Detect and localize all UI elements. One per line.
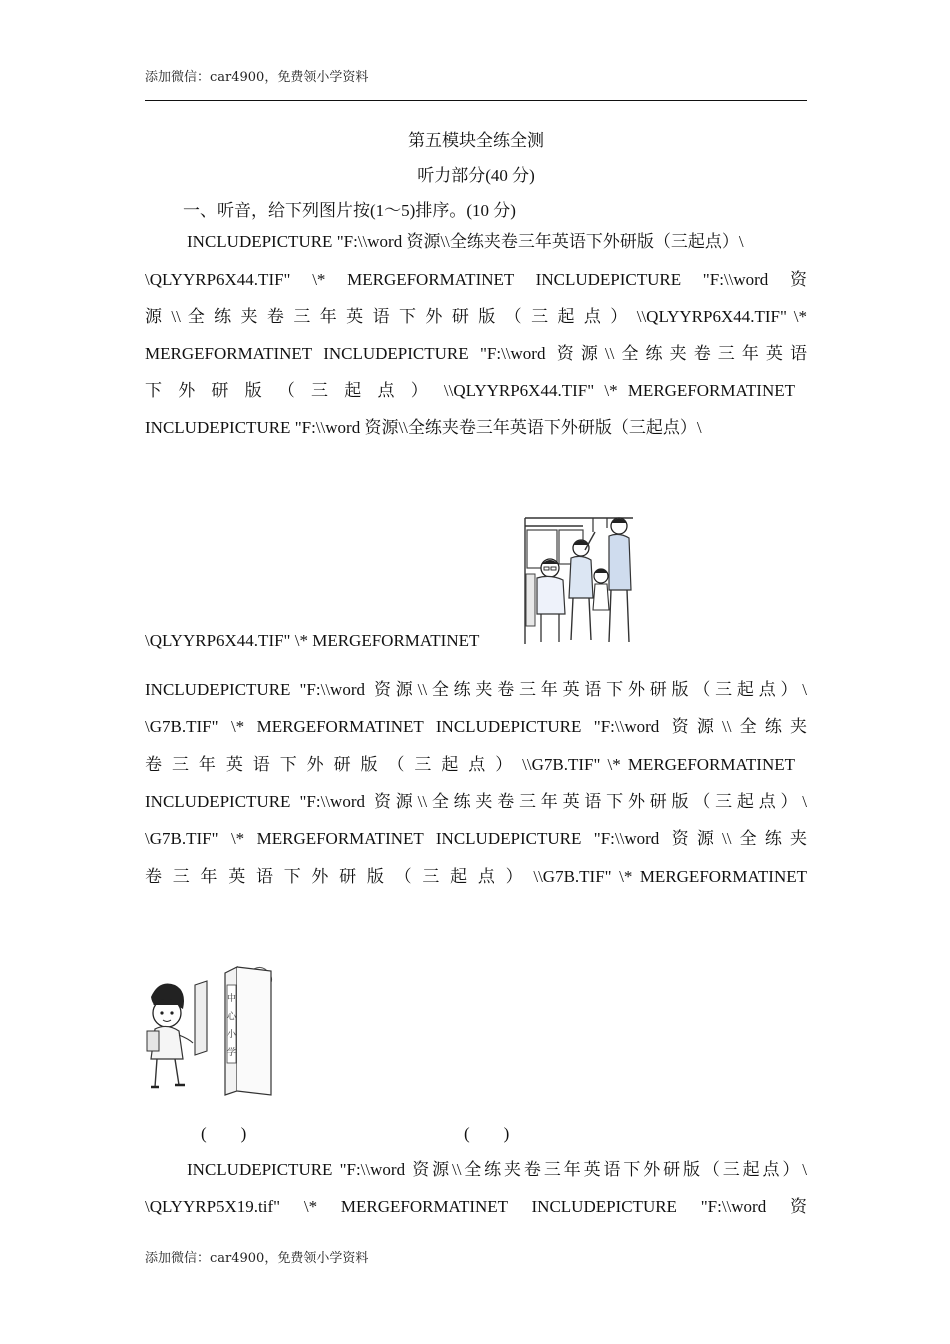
field-code-line: \G7B.TIF" \* MERGEFORMATINET INCLUDEPICTURE "F:\\word 资源\\全练夹 [145, 829, 807, 848]
field-code-line: MERGEFORMATINET INCLUDEPICTURE "F:\\word 资源\\全练夹卷三年英语 [145, 344, 807, 363]
gate-sign-char: 中 [226, 994, 237, 1004]
page-title: 第五模块全练全测 [408, 131, 544, 151]
footer-note: 添加微信：car4900，免费领小学资料 [145, 1251, 369, 1266]
field-code-line: \G7B.TIF" \* MERGEFORMATINET INCLUDEPICTURE "F:\\word 资源\\全练夹 [145, 717, 807, 736]
field-code-line: INCLUDEPICTURE "F:\\word 资源\\全练夹卷三年英语下外研版（三起点）\ [145, 792, 807, 811]
field-code-line: \QLYYRP6X44.TIF" \* MERGEFORMATINET INCLUDEPICTURE "F:\\word 资 [145, 270, 807, 289]
bus-passengers-image [523, 514, 638, 649]
gate-sign-char: 学 [226, 1048, 237, 1058]
answer-blank[interactable]: ( ) [201, 1124, 247, 1143]
gate-sign-char: 小 [226, 1030, 237, 1040]
girl-at-school-gate-image [143, 963, 273, 1098]
field-code-line: INCLUDEPICTURE "F:\\word 资源\\全练夹卷三年英语下外研版（三起点）\ [145, 680, 807, 699]
header-note: 添加微信：car4900，免费领小学资料 [145, 70, 369, 85]
field-code-line: \QLYYRP6X44.TIF" \* MERGEFORMATINET [145, 631, 480, 650]
gate-sign-char: 心 [226, 1012, 237, 1022]
field-code-line: 源 \\ 全 练 夹 卷 三 年 英 语 下 外 研 版 （ 三 起 点 ） \\QLYYRP6X44.TIF" \* [145, 307, 807, 326]
field-code-line: INCLUDEPICTURE "F:\\word 资源\\全练夹卷三年英语下外研版（三起点）\ [187, 232, 744, 251]
page-subtitle: 听力部分(40 分) [417, 166, 535, 185]
header-rule [145, 100, 807, 101]
field-code-line: 卷 三 年 英 语 下 外 研 版 （ 三 起 点 ） \\G7B.TIF" \* MERGEFORMATINET [145, 867, 807, 886]
section-heading: 一、听音，给下列图片按(1～5)排序。(10 分) [183, 201, 516, 220]
answer-blank[interactable]: ( ) [464, 1124, 510, 1143]
field-code-line: 下 外 研 版 （ 三 起 点 ） \\QLYYRP6X44.TIF" \* MERGEFORMATINET [145, 381, 795, 400]
field-code-line: INCLUDEPICTURE "F:\\word 资源\\全练夹卷三年英语下外研版（三起点）\ [145, 418, 702, 437]
field-code-line: \QLYYRP5X19.tif" \* MERGEFORMATINET INCLUDEPICTURE "F:\\word 资 [145, 1197, 807, 1216]
field-code-line: INCLUDEPICTURE "F:\\word 资源\\全练夹卷三年英语下外研版（三起点）\ [187, 1160, 807, 1179]
field-code-line: 卷 三 年 英 语 下 外 研 版 （ 三 起 点 ） \\G7B.TIF" \* MERGEFORMATINET [145, 755, 795, 774]
